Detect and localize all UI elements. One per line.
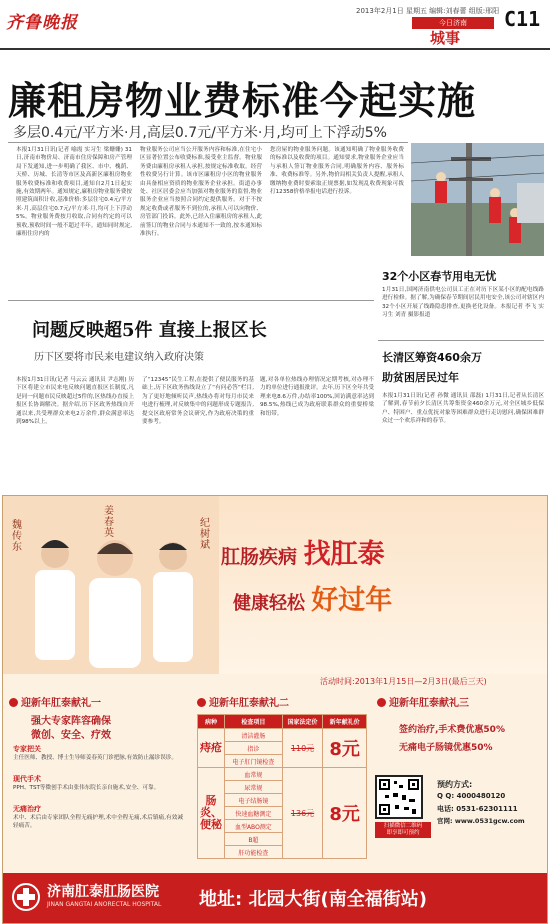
story2-body-col1: 本报1月31日讯(记者 马云云 通讯员 尹志刚) 历下区将建立市民来电反映问题直报区长制度,凡是同一问题市民反映超过5件的,区热线办直接上报区长协调解决。据介绍,历下区政务热线自开通以来,共受理群众来电2万余件,群众满意率达到98%以上。 (16, 377, 134, 426)
gift3-line2: 无痛电子肠镜优惠50% (399, 743, 493, 753)
divider (8, 142, 408, 143)
tech-text: PPH、TST等微创手术由张伟东院长亲自施术,安全、可靠。 (13, 785, 160, 791)
pain-label: 无痛治疗 (13, 805, 41, 813)
page-number: C11 (504, 7, 541, 31)
gift3-line1: 签约治疗,手术费优惠50% (399, 725, 505, 735)
table-cell: 尿常规 (225, 781, 283, 794)
table-header: 新年献礼价 (323, 715, 367, 729)
divider (8, 300, 374, 301)
qr-code-icon (377, 777, 421, 817)
story2-body-col2: 了“12345”民生工程,在提供了便民服务的基础上,历下区政务热线设立了“有问必答”栏目,为了更好地倾听民声,热线办将对每月市民来电进行梳理,对反映集中的问题形成专题报告,提交区政府常务会议研究,作为政府决策的重要参考。 (142, 377, 254, 426)
hospital-name-en: JINAN GANGTAI ANORECTAL HOSPITAL (47, 901, 162, 908)
newspaper-logo: 齐鲁晚报 (6, 13, 78, 33)
price-table-header (198, 715, 367, 729)
ad-slogan-line1: 肛肠疾病 找肛泰 (221, 539, 385, 570)
contact-qq: Q Q: 4000480120 (437, 792, 506, 800)
contact-website[interactable]: 官网: www.0531gcw.com (437, 817, 525, 825)
qr-caption: 扫描微信二维码 即享即可预约 (375, 822, 431, 838)
event-time: 活动时间:2013年1月15日—2月3日(最后三天) (320, 677, 487, 686)
tech-label: 现代手术 (13, 775, 41, 783)
lead-body-col2: 物业服务公司应当公开服务内容和标准,在住宅小区显著位置公布收费标准,接受业主监督。物业服务费由廉租房承租人承担,按规定标准收取。经营性收费另行计算。该市区廉租房小区的物业服务由具备相应资质的物业服务企业承担。街道办事处、社区居委会应当加强对物业服务的监督,物业服务企业应当按照合同约定提供服务。对于不按规定收费或者服务不到位的,承租人可以向物价、房管部门投诉。此外,已经入住廉租房的承租人,此前签订的物业合同与本通知不一致的,按本通知标准执行。 (140, 147, 262, 238)
ad-footer (3, 873, 547, 923)
doctor3-name: 纪树斌 (200, 518, 210, 551)
doctor2-name: 姜春英 (104, 506, 114, 539)
section-title: 城事 (430, 29, 461, 47)
expert-label: 专家把关 (13, 745, 41, 753)
story2-subhead: 历下区要将市民来电建议纳入政府决策 (34, 352, 204, 363)
pain-text: 术中、术后由专家团队全程无痛护理,术中全程无痛,术后镇痛,有效减轻痛苦。 (13, 815, 183, 830)
news-photo-electric-workers (411, 143, 544, 256)
photo-illustration (411, 143, 544, 256)
hospital-logo-icon (11, 882, 41, 912)
gift1-subline: 微创、安全、疗效 (31, 730, 111, 741)
bullet-icon (377, 698, 386, 707)
ad-banner (3, 496, 547, 674)
old-price-2: 136元 (282, 768, 323, 859)
ad-slogan-line2: 健康轻松 好过年 (233, 585, 393, 616)
contact-title: 预约方式: (437, 780, 473, 789)
table-header: 病种 (198, 715, 225, 729)
table-cell: 指诊 (225, 742, 283, 755)
table-header: 检查项目 (225, 715, 283, 729)
gift2-title: 迎新年肛泰献礼二 (197, 694, 289, 708)
table-cell: B超 (225, 833, 283, 846)
lead-headline: 廉租房物业费标准今起实施 (8, 78, 477, 123)
story3-body: 本报1月31日讯(记者 孙微 通讯员 邵磊) 1月31日,记者从长清区了解到,春节前夕长清区共筹集资金460余万元,对全区城乡低保户、特困户、重点优抚对象等困难群众进行走访慰问,确保困难群众过一个欢乐祥和的春节。 (382, 393, 544, 425)
price-table (197, 714, 367, 859)
hospital-address: 地址: 北园大街(南全福街站) (199, 889, 427, 910)
hospital-advertisement (2, 495, 548, 924)
story2-headline: 问题反映超5件 直接上报区长 (32, 320, 267, 341)
new-price-2: 8元 (323, 768, 367, 859)
group2-label: 肠炎、便秘 (198, 768, 225, 859)
table-cell: 清洁灌肠 (225, 729, 283, 742)
issue-meta: 2013年2月1日 星期五 编辑:刘春蕾 组版:邢阳 (356, 7, 500, 15)
divider (378, 340, 544, 341)
table-cell: 电子肛门镜检查 (225, 755, 283, 768)
bullet-icon (197, 698, 206, 707)
old-price-1: 110元 (282, 729, 323, 768)
table-cell: 肝功能检查 (225, 846, 283, 859)
gift3-title: 迎新年肛泰献礼三 (377, 694, 469, 708)
expert-text: 主任医师、教授、博士生导师姜春英门诊把脉,有效防止漏诊误诊。 (13, 755, 177, 761)
qr-code[interactable] (375, 775, 423, 819)
table-row (198, 729, 367, 742)
table-header: 国家法定价 (282, 715, 323, 729)
bullet-icon (9, 698, 18, 707)
contact-phone: 电话: 0531-62301111 (437, 805, 518, 813)
table-row (198, 768, 367, 781)
story3-headline-line2: 助贫困居民过年 (382, 371, 459, 384)
table-cell: 快速血糖测定 (225, 807, 283, 820)
lead-body-col1: 本报1月31日讯(记者 喻霞 实习生 梁姗姗) 31日,济南市物价局、济南市住房保障和房产管理局下发通知,进一步明确了我区、市中、槐荫、天桥、历城、长清等市区及高新区廉租房物业服务收费标准和收费项目,通知自2月1日起实施,有效期两年。通知规定,廉租房物业服务费按照建筑面积计收,基准价格:多层住宅0.4元/平方米·月,高层住宅0.7元/平方米·月,均可上下浮动5%。物业服务费按月收取,合同有约定的可以预收,预收时间一般不超过半年。通知同时规定,廉租住房内的 (16, 147, 132, 238)
doctor1-name: 魏传东 (12, 520, 22, 553)
table-cell: 电子结肠镜 (225, 794, 283, 807)
new-price-1: 8元 (323, 729, 367, 768)
photo-story-caption: 1月31日,国网济南供电公司员工正在对历下区某小区的配电线路进行检修。据了解,为确保春节期间居民用电安全,该公司对辖区内32个小区开展了线路隐患排查,更换老化设备。本报记者 李飞 实习生 刘青 摄影报道 (382, 287, 544, 319)
lead-subhead: 多层0.4元/平方米·月,高层0.7元/平方米·月,均可上下浮动5% (13, 125, 387, 141)
story2-body-col3: 题,对各单位热线办理情况定期考核,对办理不力的单位进行通报批评。去年,历下区全年共受理来电8.6万件,办结率100%,回访满意率达到98.5%,热线已成为政府联系群众的重要桥梁和纽带。 (260, 377, 374, 417)
group1-label: 痔疮 (198, 729, 225, 768)
gift1-title: 迎新年肛泰献礼一 (9, 694, 101, 708)
table-cell: 血型ABO测定 (225, 820, 283, 833)
photo-story-title: 32个小区春节用电无忧 (382, 270, 497, 283)
lead-body-col3: 您房屋的物业服务问题。该通知明确了物业服务收费的标准以及收费的项目。通知要求,物业服务企业应当与承租人签订物业服务合同,明确服务内容、服务标准、收费标准等。另外,物价局相关负责人提醒,承租人缴纳物业费时要索取正规票据,如发现乱收费现象可拨打12358价格举报电话进行投诉。 (270, 147, 404, 196)
table-cell: 血常规 (225, 768, 283, 781)
story3-headline-line1: 长清区筹资460余万 (382, 351, 482, 364)
hospital-name: 济南肛泰肛肠医院 (47, 884, 159, 900)
edition-badge: 今日济南 (412, 17, 494, 29)
gift1-headline: 强大专家阵容确保 (31, 716, 111, 727)
